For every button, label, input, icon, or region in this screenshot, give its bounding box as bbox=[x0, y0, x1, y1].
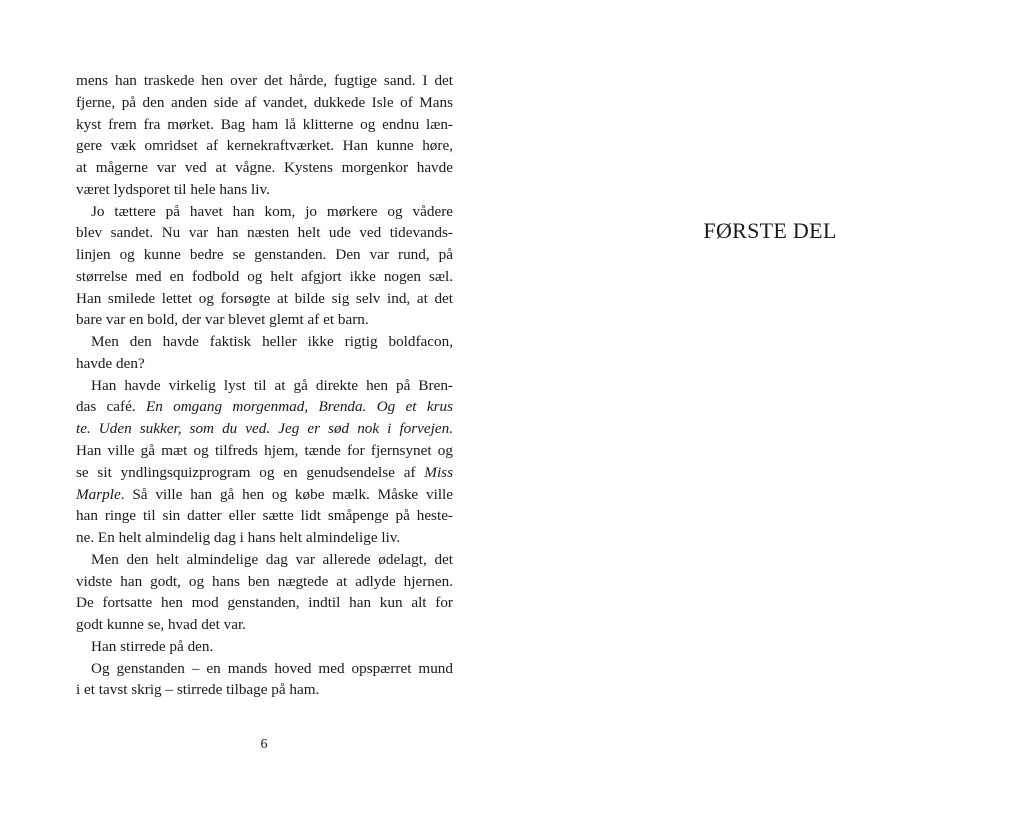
text-line bbox=[76, 505, 453, 527]
text-line bbox=[76, 266, 453, 288]
text-segment: das café. bbox=[76, 398, 146, 416]
text-segment: Men den helt almindelige dag var allerede ødelagt, det bbox=[91, 550, 453, 568]
text-line bbox=[76, 614, 453, 636]
text-segment: blev sandet. Nu var han næsten helt ude ved tidevands- bbox=[76, 224, 453, 242]
text-line bbox=[76, 527, 453, 549]
text-segment: størrelse med en fodbold og helt afgjort ikke nogen sæl. bbox=[76, 267, 453, 285]
italic-text: Marple bbox=[76, 485, 121, 503]
text-segment: Men den havde faktisk heller ikke rigtig boldfacon, bbox=[91, 333, 453, 351]
text-segment: Han stirrede på den. bbox=[91, 637, 214, 655]
text-segment: Og genstanden – en mands hoved med opspærret mund bbox=[91, 659, 453, 677]
text-line bbox=[76, 353, 453, 375]
text-segment: han ringe til sin datter eller sætte lidt småpenge på heste- bbox=[76, 507, 453, 525]
text-line bbox=[76, 135, 453, 157]
text-segment: linjen og kunne bedre se genstanden. Den var rund, på bbox=[76, 246, 453, 264]
text-line bbox=[76, 484, 453, 506]
text-segment: Han ville gå mæt og tilfreds hjem, tænde for fjernsynet og bbox=[76, 442, 453, 460]
text-line bbox=[76, 679, 453, 701]
text-line bbox=[76, 571, 453, 593]
text-segment: gere væk omridset af kernekraftværket. Han kunne høre, bbox=[76, 137, 453, 155]
text-line bbox=[76, 375, 453, 397]
text-line bbox=[76, 201, 453, 223]
italic-text: Miss bbox=[424, 463, 453, 481]
text-segment: Han smilede lettet og forsøgte at bilde sig selv ind, at det bbox=[76, 289, 453, 307]
text-line bbox=[76, 309, 453, 331]
text-segment: ne. En helt almindelig dag i hans helt almindelige liv. bbox=[76, 529, 401, 547]
text-line bbox=[76, 658, 453, 680]
text-line bbox=[76, 462, 453, 484]
part-title: FØRSTE DEL bbox=[703, 218, 837, 243]
text-line bbox=[76, 244, 453, 266]
text-segment: i et tavst skrig – stirrede tilbage på ham. bbox=[76, 681, 320, 699]
italic-text: te. Uden sukker, som du ved. Jeg er sød nok i forvejen. bbox=[76, 420, 453, 438]
text-line bbox=[76, 114, 453, 136]
text-segment: godt kunne se, hvad det var. bbox=[76, 616, 246, 634]
text-line bbox=[76, 331, 453, 353]
text-line bbox=[76, 418, 453, 440]
text-segment: . Så ville han gå hen og købe mælk. Måske ville bbox=[120, 485, 453, 503]
page-number: 6 bbox=[260, 737, 268, 752]
text-line bbox=[76, 440, 453, 462]
italic-text: En omgang morgenmad, Brenda. Og et krus bbox=[145, 398, 453, 416]
text-line bbox=[76, 157, 453, 179]
text-line bbox=[76, 179, 453, 201]
text-line bbox=[76, 636, 453, 658]
text-line bbox=[76, 288, 453, 310]
text-segment: været lydsporet til hele hans liv. bbox=[76, 180, 270, 198]
text-line bbox=[76, 222, 453, 244]
text-segment: se sit yndlingsquizprogram og en genudsendelse af bbox=[76, 463, 425, 481]
text-segment: fjerne, på den anden side af vandet, dukkede Isle of Mans bbox=[76, 93, 453, 111]
text-segment: De fortsatte hen mod genstanden, indtil han kun alt for bbox=[76, 594, 453, 612]
text-segment: mens han traskede hen over det hårde, fugtige sand. I det bbox=[76, 72, 453, 89]
text-line bbox=[76, 592, 453, 614]
text-line bbox=[76, 549, 453, 571]
text-segment: kyst frem fra mørket. Bag ham lå klitterne og endnu læn- bbox=[76, 115, 453, 133]
text-line bbox=[76, 70, 453, 92]
text-line bbox=[76, 92, 453, 114]
text-segment: havde den? bbox=[76, 354, 145, 372]
left-page-text bbox=[76, 70, 453, 701]
text-line bbox=[76, 396, 453, 418]
text-segment: bare var en bold, der var blevet glemt af et barn. bbox=[76, 311, 369, 329]
text-segment: Jo tættere på havet han kom, jo mørkere og vådere bbox=[91, 202, 453, 220]
text-segment: Han havde virkelig lyst til at gå direkte hen på Bren- bbox=[91, 376, 453, 394]
text-segment: vidste han godt, og hans ben nægtede at adlyde hjernen. bbox=[76, 572, 453, 590]
text-segment: at mågerne var ved at vågne. Kystens morgenkor havde bbox=[76, 159, 453, 177]
